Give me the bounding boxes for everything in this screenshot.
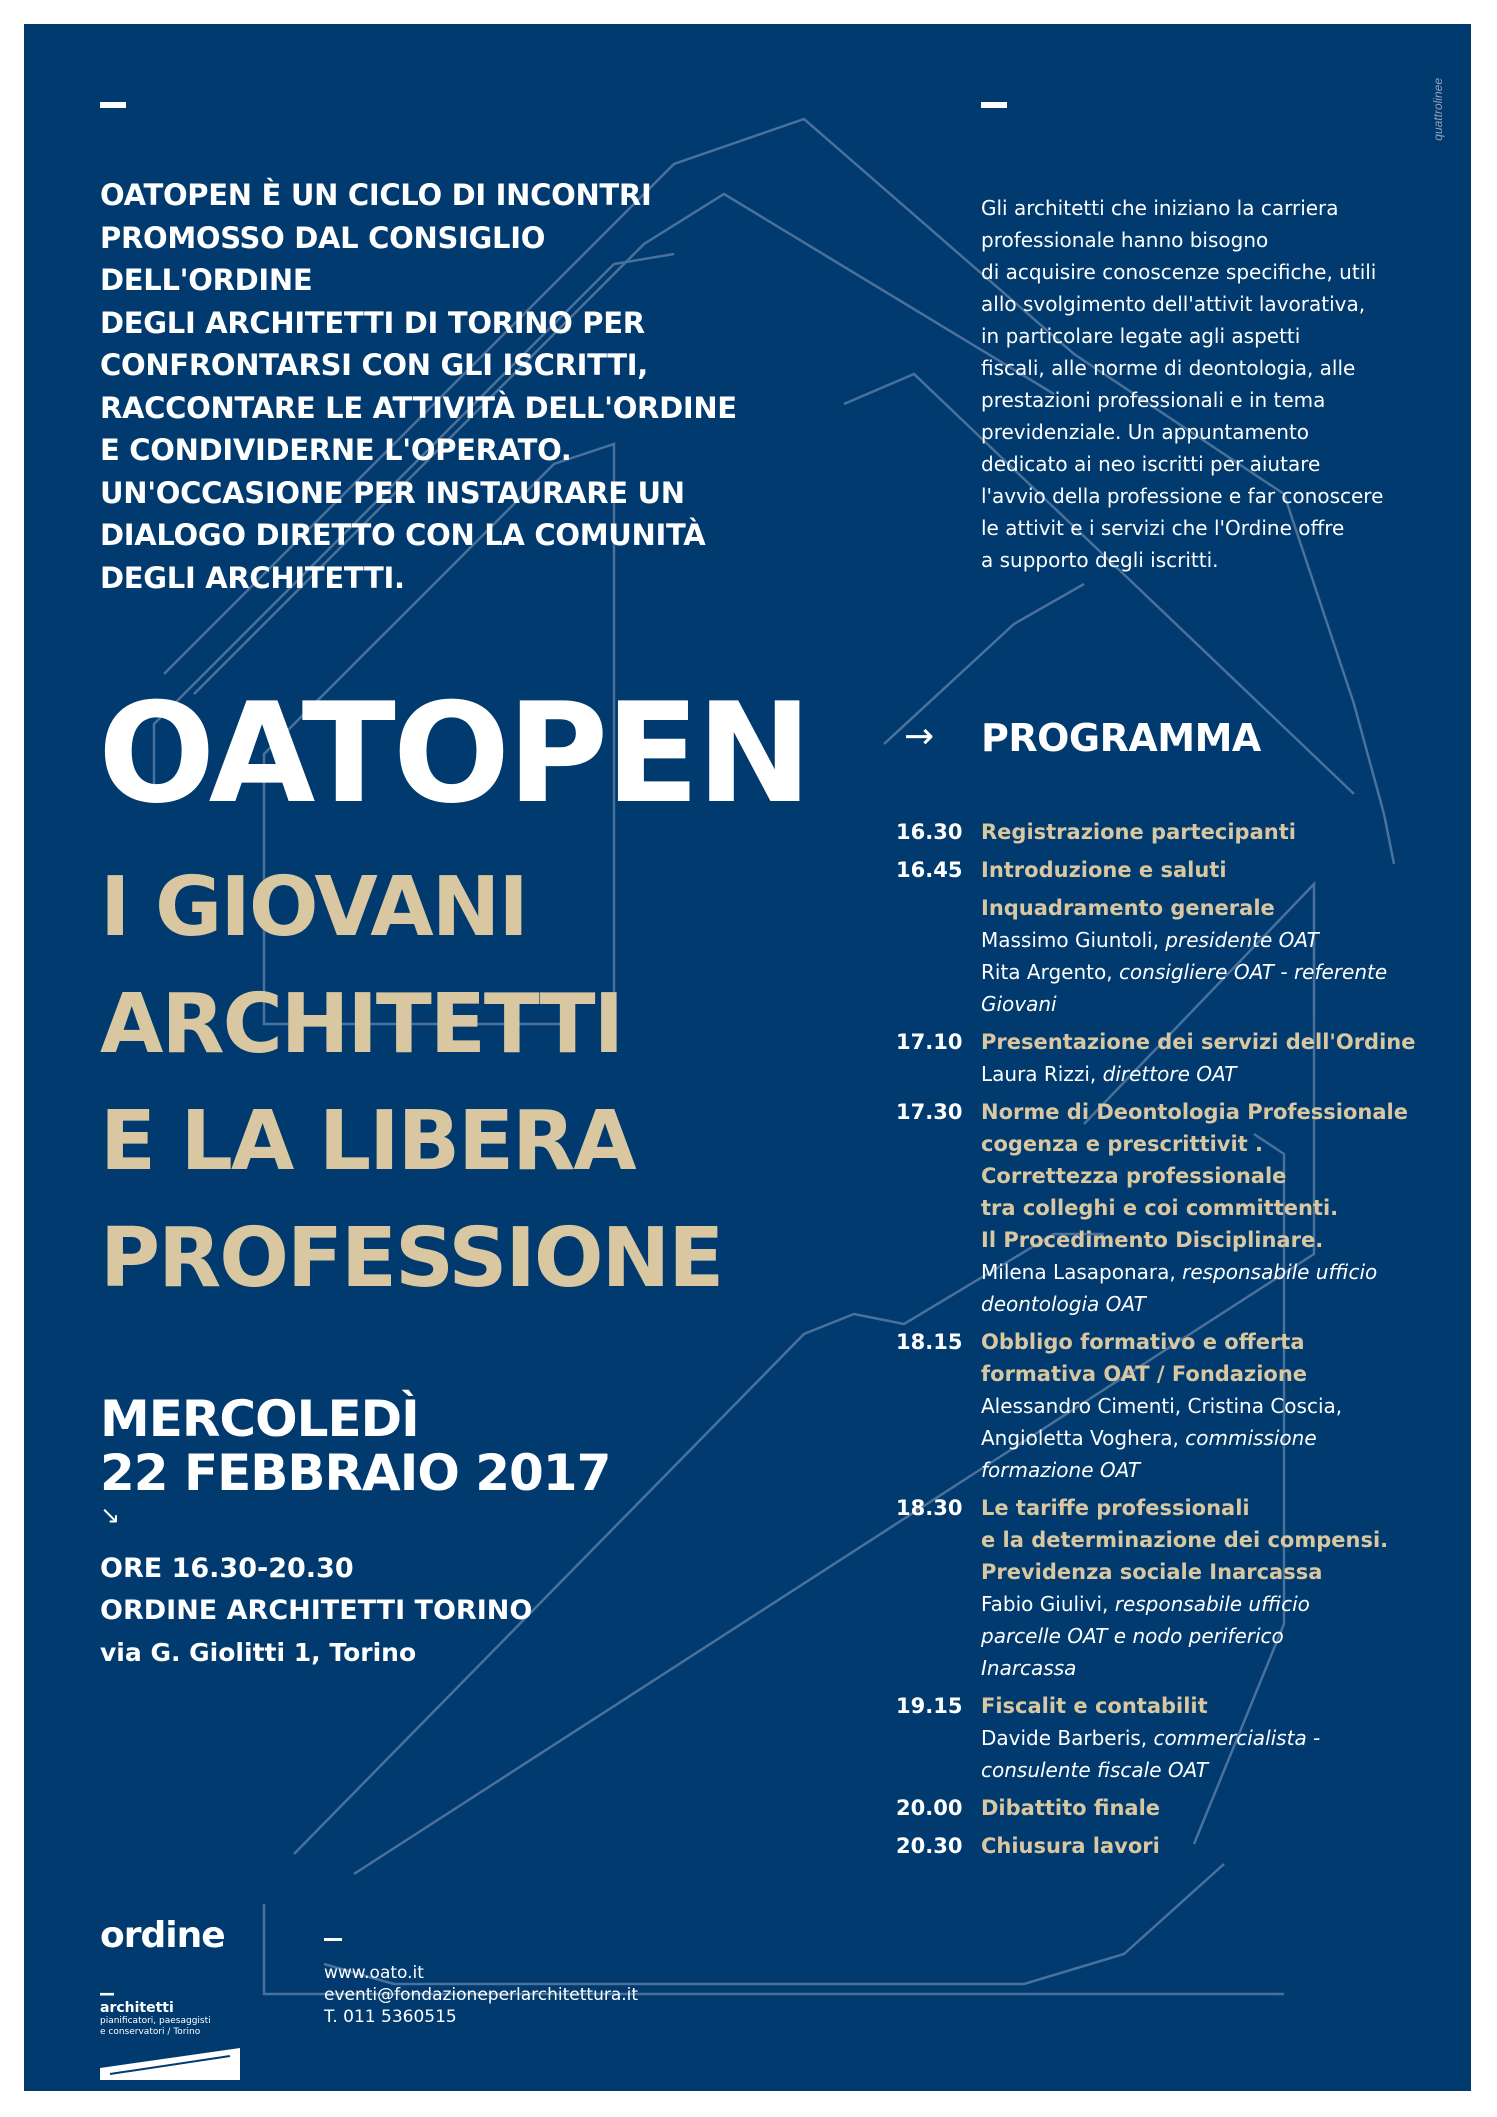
program-list [896,816,1436,1868]
program-session-title: Norme di Deontologia Professionale [981,1100,1408,1124]
speaker-role: Inarcassa [981,1656,1077,1680]
program-time: 16.30 [896,820,963,844]
program-session-title: tra colleghi e coi committenti. [981,1196,1339,1220]
logo-wordmark: ordine _ [100,1915,225,1996]
event-address: via G. Giolitti 1, Torino [100,1638,417,1667]
speaker-name: Fabio Giulivi, [981,1592,1115,1616]
program-speaker [981,1288,1436,1320]
program-item [896,892,1436,1020]
program-time: 17.10 [896,1030,963,1054]
program-item [896,1792,1436,1824]
program-heading: PROGRAMMA [981,716,1261,760]
program-item [896,816,1436,848]
speaker-role: responsabile ufficio [1114,1592,1310,1616]
speaker-role: deontologia OAT [981,1292,1146,1316]
event-subtitle [100,849,722,1317]
intro-line: DEGLI ARCHITETTI. [100,560,405,595]
program-speaker [981,1652,1436,1684]
speaker-role: formazione OAT [981,1458,1141,1482]
subtitle-line: I GIOVANI [100,860,527,955]
program-speaker [981,1256,1436,1288]
program-time: 18.30 [896,1496,963,1520]
dash-mark-right [981,102,1007,108]
event-full-date: 22 FEBBRAIO 2017 [100,1444,611,1502]
speaker-role: parcelle OAT e nodo periferico [981,1624,1284,1648]
description-line: le attivit e i servizi che l'Ordine offre [981,516,1345,540]
subtitle-line: E LA LIBERA [100,1094,635,1189]
speaker-role: direttore OAT [1102,1062,1237,1086]
subtitle-line: PROFESSIONE [100,1211,723,1306]
intro-line: CONFRONTARSI CON GLI ISCRITTI, [100,348,648,382]
program-item [896,1026,1436,1090]
program-item [896,1326,1436,1486]
description-line: Gli architetti che iniziano la carriera [981,196,1339,220]
speaker-role: responsabile ufficio [1182,1260,1378,1284]
speaker-role: Giovani [981,992,1057,1016]
description-line: prestazioni professionali e in tema [981,388,1326,412]
program-session-title: Dibattito finale [981,1796,1161,1820]
program-time: 19.15 [896,1694,963,1718]
phone-number: T. 011 5360515 [324,2007,457,2027]
intro-line: RACCONTARE LE ATTIVITÀ DELL'ORDINE [100,390,737,425]
logo-word-text: ordine [100,1915,225,1956]
description-line: fiscali, alle norme di deontologia, alle [981,356,1356,380]
speaker-role: presidente OAT [1165,928,1319,952]
program-time: 17.30 [896,1100,963,1124]
event-weekday: MERCOLEDÌ [100,1390,419,1448]
speaker-name: Milena Lasaponara, [981,1260,1183,1284]
speaker-role: commercialista - [1153,1726,1321,1750]
intro-line: DEGLI ARCHITETTI DI TORINO PER [100,305,645,340]
program-time: 20.30 [896,1834,963,1858]
program-time: 18.15 [896,1330,963,1354]
event-hours: ORE 16.30-20.30 [100,1553,354,1584]
program-item [896,1830,1436,1862]
speaker-name: Rita Argento, [981,960,1119,984]
program-session-title: Inquadramento generale [981,896,1275,920]
program-speaker [981,1454,1436,1486]
description-line: l'avvio della professione e far conoscere [981,484,1384,508]
intro-line: OATOPEN È UN CICLO DI INCONTRI [100,178,652,212]
program-speaker [981,1722,1436,1754]
program-item [896,1096,1436,1320]
speaker-role: consulente fiscale OAT [981,1758,1209,1782]
event-venue [100,1548,532,1674]
program-speaker [981,1588,1436,1620]
speaker-role: consigliere OAT - referente [1118,960,1388,984]
arrow-right-icon: → [904,716,935,757]
arrow-down-right-icon: ↘ [100,1501,121,1529]
program-session-title: formativa OAT / Fondazione [981,1362,1308,1386]
logo-subtitle-line: e conservatori / Torino [100,2027,201,2037]
program-item [896,1492,1436,1684]
poster [24,24,1471,2091]
logo-roof-icon [100,2046,240,2080]
program-speaker [981,1390,1436,1422]
intro-line: E CONDIVIDERNE L'OPERATO. [100,433,572,467]
speaker-role: commissione [1185,1426,1317,1450]
program-speaker [981,1058,1436,1090]
dash-mark-contacts [324,1938,342,1941]
program-speaker [981,1754,1436,1786]
program-session-title: Introduzione e saluti [981,858,1227,882]
intro-line: PROMOSSO DAL CONSIGLIO DELL'ORDINE [100,220,546,297]
subtitle-line: ARCHITETTI [100,977,623,1072]
description-line: in particolare legate agli aspetti [981,324,1301,348]
program-session-title: Correttezza professionale [981,1164,1287,1188]
program-session-title: cogenza e prescrittivit . [981,1132,1263,1156]
event-date [100,1392,610,1500]
logo-subtitle-line: pianificatori, paesaggisti [100,2016,211,2026]
program-session-title: Registrazione partecipanti [981,820,1296,844]
program-speaker [981,1620,1436,1652]
program-speaker [981,956,1436,988]
website-link[interactable]: www.oato.it [324,1963,424,1983]
description-paragraph [981,192,1421,576]
event-place: ORDINE ARCHITETTI TORINO [100,1595,533,1626]
dash-mark-left [100,102,126,108]
program-time: 16.45 [896,858,963,882]
program-time: 20.00 [896,1796,963,1820]
speaker-name: Alessandro Cimenti, Cristina Coscia, [981,1394,1343,1418]
program-speaker [981,988,1436,1020]
speaker-name: Laura Rizzi, [981,1062,1103,1086]
speaker-name: Angioletta Voghera, [981,1426,1186,1450]
speaker-name: Massimo Giuntoli, [981,928,1166,952]
contacts [324,1962,638,2028]
designer-credit: quattrolinee [1431,78,1445,141]
program-session-title: Le tariffe professionali [981,1496,1250,1520]
program-session-title: Presentazione dei servizi dell'Ordine [981,1030,1416,1054]
program-item [896,854,1436,886]
email-link[interactable]: eventi@fondazioneperlarchitettura.it [324,1985,639,2005]
intro-line: DIALOGO DIRETTO CON LA COMUNITÀ [100,518,706,552]
ordine-logo [100,1916,240,2084]
description-line: di acquisire conoscenze specifiche, utili [981,260,1377,284]
logo-subtitle: architetti [100,2000,174,2016]
program-item [896,1690,1436,1786]
speaker-name: Davide Barberis, [981,1726,1154,1750]
program-session-title: Previdenza sociale Inarcassa [981,1560,1323,1584]
intro-paragraph [100,174,740,599]
description-line: previdenziale. Un appuntamento [981,420,1310,444]
program-speaker [981,1422,1436,1454]
description-line: allo svolgimento dell'attivit lavorativa, [981,292,1366,316]
program-session-title: e la determinazione dei compensi. [981,1528,1389,1552]
event-title: OATOPEN [98,673,810,834]
program-session-title: Fiscalit e contabilit [981,1694,1208,1718]
description-line: dedicato ai neo iscritti per aiutare [981,452,1321,476]
description-line: professionale hanno bisogno [981,228,1269,252]
program-session-title: Chiusura lavori [981,1834,1160,1858]
program-session-title: Obbligo formativo e offerta [981,1330,1305,1354]
intro-line: UN'OCCASIONE PER INSTAURARE UN [100,475,685,510]
program-speaker [981,924,1436,956]
description-line: a supporto degli iscritti. [981,548,1219,572]
program-session-title: Il Procedimento Disciplinare. [981,1228,1324,1252]
